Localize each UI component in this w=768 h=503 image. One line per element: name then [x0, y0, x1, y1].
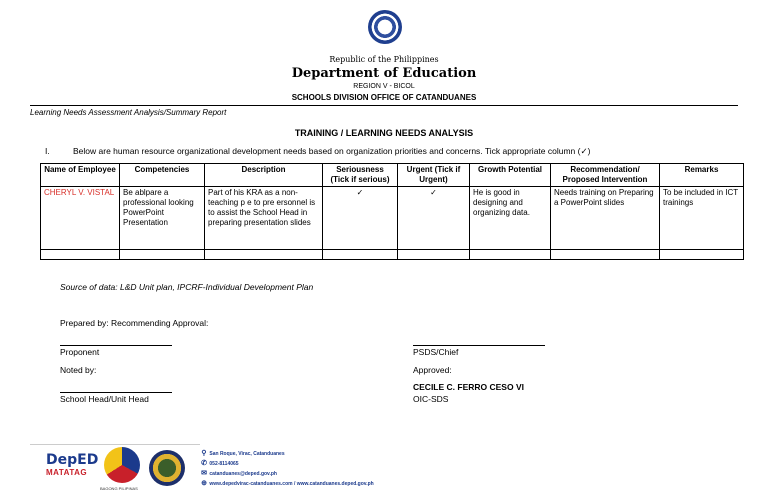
- noted-by-label: Noted by:: [60, 365, 97, 375]
- school-head-signature-line: [60, 392, 172, 393]
- deped-matatag-logo: [46, 452, 99, 490]
- proponent-signature-line: [60, 345, 172, 346]
- bagong-pilipinas-logo: [104, 447, 140, 483]
- approved-label: Approved:: [413, 365, 452, 375]
- column-header: Remarks: [660, 164, 744, 187]
- website-text[interactable]: www.depedvirac-catanduanes.com / www.catanduanes.deped.gov.ph: [209, 481, 374, 487]
- empty-cell: [551, 250, 660, 260]
- empty-cell: [323, 250, 398, 260]
- deped-seal-icon: [368, 10, 402, 44]
- table-row: [41, 187, 744, 250]
- department-title: Department of Education: [291, 66, 477, 81]
- region-label: REGION V - BICOL: [353, 83, 415, 90]
- globe-icon: ⊕: [201, 480, 207, 487]
- empty-cell: [470, 250, 551, 260]
- remarks-cell: To be included in ICT trainings: [660, 187, 744, 250]
- empty-cell: [660, 250, 744, 260]
- urgent-check-cell: ✓: [398, 187, 470, 250]
- source-note: Source of data: L&D Unit plan, IPCRF-Individual Development Plan: [60, 282, 314, 292]
- republic-label: Republic of the Philippines: [329, 55, 439, 64]
- division-seal-icon: [149, 450, 185, 486]
- description-cell: Part of his KRA as a non-teaching p e to pre ersonnel is to assist the School Head in preparing presentation slides: [205, 187, 323, 250]
- report-label: Learning Needs Assessment Analysis/Summary Report: [30, 108, 227, 117]
- footer-divider: [30, 444, 200, 445]
- deped-logo-text: DepED: [46, 452, 99, 468]
- column-header: Description: [205, 164, 323, 187]
- seriousness-check-cell: ✓: [323, 187, 398, 250]
- footer-phone: [200, 459, 239, 467]
- matatag-logo-text: MATATAG: [46, 468, 88, 477]
- empty-cell: [120, 250, 205, 260]
- email-text: catanduanes@deped.gov.ph: [209, 471, 277, 477]
- location-pin-icon: ⚲: [201, 450, 207, 457]
- column-header: Growth Potential: [470, 164, 551, 187]
- empty-cell: [41, 250, 120, 260]
- needs-analysis-table: [40, 163, 744, 260]
- psds-signature-line: [413, 345, 545, 346]
- table-row: [41, 250, 744, 260]
- approver-title: OIC-SDS: [413, 394, 449, 404]
- footer-address: [200, 449, 285, 457]
- footer-email: [200, 469, 277, 477]
- competencies-cell: Be ablpare a professional looking PowerPoint Presentation: [120, 187, 205, 250]
- table-header-row: [41, 164, 744, 187]
- instruction-number: I.: [45, 146, 50, 156]
- mail-icon: ✉: [201, 470, 207, 477]
- approver-name: CECILE C. FERRO CESO VI: [413, 382, 524, 392]
- column-header: Name of Employee: [41, 164, 120, 187]
- instruction-text: Below are human resource organizational development needs based on organization priorities and concerns. Tick appropriate column (✓): [73, 146, 591, 156]
- column-header: Recommendation/ Proposed Intervention: [551, 164, 660, 187]
- recommendation-cell: Needs training on Preparing a PowerPoint slides: [551, 187, 660, 250]
- column-header: Competencies: [120, 164, 205, 187]
- bagong-pilipinas-label: BAGONG PILIPINAS: [100, 486, 138, 491]
- psds-label: PSDS/Chief: [413, 347, 459, 357]
- employee-name-cell: CHERYL V. VISTAL: [41, 187, 120, 250]
- page-title: TRAINING / LEARNING NEEDS ANALYSIS: [294, 128, 474, 138]
- division-label: SCHOOLS DIVISION OFFICE OF CATANDUANES: [291, 93, 477, 102]
- footer-website: [200, 479, 374, 487]
- instruction: [45, 146, 590, 157]
- proponent-label: Proponent: [60, 347, 100, 357]
- column-header: Urgent (Tick if Urgent): [398, 164, 470, 187]
- column-header: Seriousness (Tick if serious): [323, 164, 398, 187]
- growth-cell: He is good in designing and organizing data.: [470, 187, 551, 250]
- empty-cell: [398, 250, 470, 260]
- phone-icon: ✆: [201, 460, 207, 467]
- address-text: San Roque, Virac, Catanduanes: [209, 451, 285, 457]
- empty-cell: [205, 250, 323, 260]
- school-head-label: School Head/Unit Head: [60, 394, 149, 404]
- prepared-by-label: Prepared by: Recommending Approval:: [60, 318, 209, 328]
- header-divider: [30, 105, 738, 106]
- phone-text: 052-8114065: [209, 461, 239, 467]
